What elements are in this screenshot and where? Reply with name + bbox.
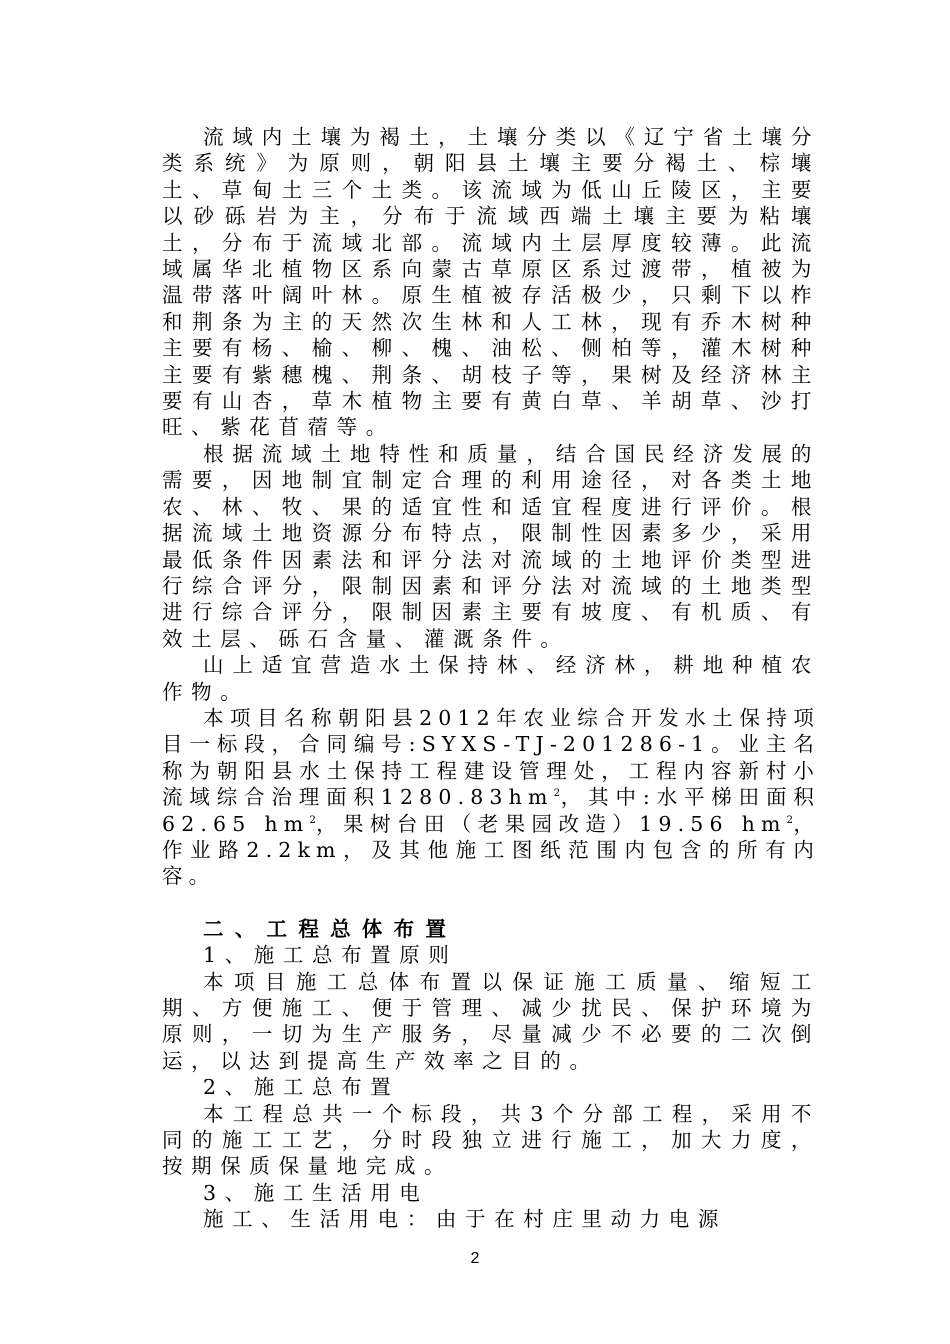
- project-info-part-1: 本项目名称朝阳县2012年农业综合开发水土保持项目一标段，合同编号:SYXS-TJ-201286-1。业主名称为朝阳县水土保持工程建设管理处，工程内容新村小流域综合治理面积1280.83hm: [162, 705, 820, 810]
- paragraph-electricity: 施工、生活用电：由于在村庄里动力电源: [203, 1207, 727, 1232]
- spacer: [162, 890, 820, 916]
- project-info-part-3: ，果树台田（老果园改造）19.56 hm: [315, 811, 787, 836]
- subheading-layout-principle: 1、施工总布置原则: [203, 943, 458, 968]
- superscript-2: 2: [786, 813, 794, 826]
- paragraph-soil-vegetation: 流域内土壤为褐土，土壤分类以《辽宁省土壤分类系统》为原则，朝阳县土壤主要分褐土、棕壤土、草甸土三个土类。该流域为低山丘陵区，主要以砂砾岩为主，分布于流域西端土壤主要为粘壤土，分布于流域北部。流域内土层厚度较薄。此流域属华北植物区系向蒙古草原区系过渡带，植被为温带落叶阔叶林。原生植被存活极少，只剩下以柞和荆条为主的天然次生林和人工林，现有乔木树种主要有杨、榆、柳、槐、油松、侧柏等，灌木树种主要有紫穗槐、荆条、胡枝子等，果树及经济林主要有山杏，草木植物主要有黄白草、羊胡草、沙打旺、紫花苜蓿等。: [162, 125, 820, 440]
- superscript-2: 2: [553, 787, 561, 800]
- paragraph-general-layout: 本工程总共一个标段，共3个分部工程，采用不同的施工工艺，分时段独立进行施工，加大力度，按期保质保量地完成。: [162, 1101, 820, 1179]
- project-info-part-4: ，作业路2.2km，及其他施工图纸范围内包含的所有内容。: [162, 811, 821, 889]
- page-number: 2: [470, 1250, 480, 1267]
- project-info-part-2: ，其中:水平梯田面积62.65 hm: [162, 785, 820, 836]
- paragraph-land-evaluation: 根据流域土地特性和质量，结合国民经济发展的需要，因地制宜制定合理的利用途径，对各类土地农、林、牧、果的适宜性和适宜程度进行评价。根据流域土地资源分布特点，限制性因素多少，采用最低条件因素法和评分法对流域的土地评价类型进行综合评分，限制因素和评分法对流域的土地类型进行综合评分，限制因素主要有坡度、有机质、有效土层、砾石含量、灌溉条件。: [162, 441, 820, 651]
- body-text: [162, 124, 820, 1233]
- section-heading: 二、工程总体布置: [203, 916, 458, 941]
- paragraph-land-use: 山上适宜营造水土保持林、经济林，耕地种植农作物。: [162, 653, 820, 704]
- subheading-electricity: 3、施工生活用电: [203, 1180, 429, 1205]
- superscript-2: 2: [309, 813, 316, 826]
- paragraph-project-info: [162, 705, 820, 890]
- paragraph-layout-principle: 本项目施工总体布置以保证施工质量、缩短工期、方便施工、便于管理、减少扰民、保护环境为原则，一切为生产服务，尽量减少不必要的二次倒运，以达到提高生产效率之目的。: [162, 969, 820, 1073]
- subheading-general-layout: 2、施工总布置: [203, 1075, 400, 1100]
